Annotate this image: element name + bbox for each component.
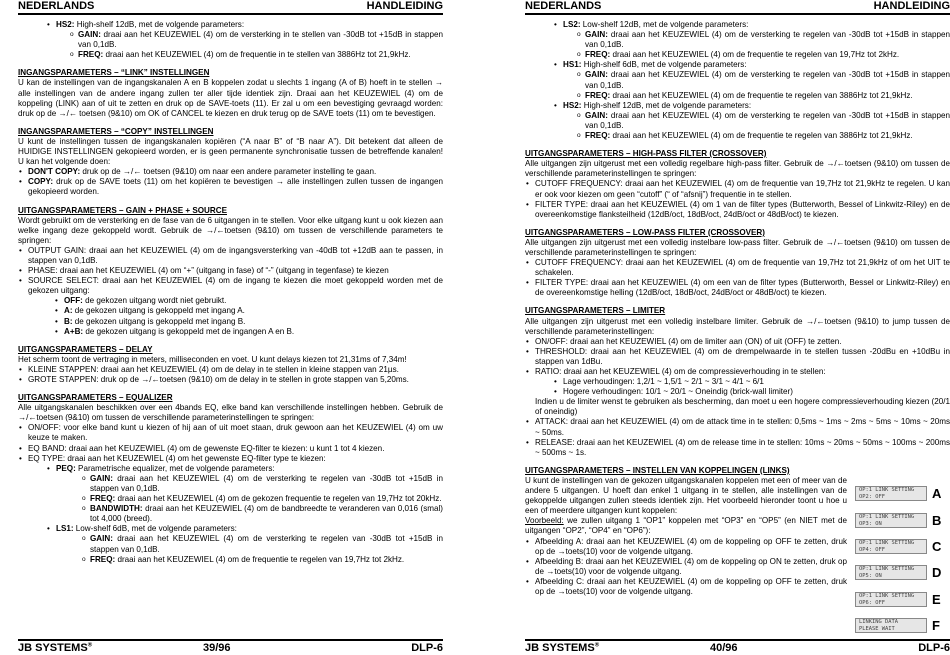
footer-model: DLP-6 bbox=[411, 642, 443, 654]
bullet-onoff: • ON/OFF: voor elke band kunt u kiezen of hij aan of uit moet staan, druk gewoon aan het KEUZEWIEL (4) om uw keuze te maken. bbox=[18, 423, 443, 443]
text-links: U kunt de instellingen van de gekozen uitgangskanalen koppelen met een of meer van de andere 5 uitgangen. U hoeft dan enkel 1 uitgang in te stellen, alle instellingen van de gekoppelde uitgangen zullen steeds identiek zijn. Het voorbeeld hieronder toont u hoe u een of meerdere uitgangen kunt koppelen: bbox=[525, 475, 847, 516]
bullet-phase: • PHASE: draai aan het KEUZEWIEL (4) om “+” (uitgang in fase) of “-” (uitgang in tegenfase) te kiezen bbox=[18, 266, 443, 276]
sub-ls1-gain: o GAIN: draai aan het KEUZEWIEL (4) om de versterking te regelen van -30dB tot +15dB in stappen van 0,1dB. bbox=[82, 534, 443, 554]
bullet-figure-a: • Afbeelding A: draai aan het KEUZEWIEL (4) om de koppeling op OFF te zetten, druk op de →toets(10) voor de volgende uitgang. bbox=[525, 537, 847, 557]
bullet-output-gain: • OUTPUT GAIN: draai aan het KEUZEWIEL (4) om de ingangsversterking van -40dB tot +12dB aan te passen, in stappen van 0,1dB. bbox=[18, 246, 443, 266]
bullet-figure-c: • Afbeelding C: draai aan het KEUZEWIEL (4) om de koppeling op OFF te zetten, druk op de →toets(10) voor de volgende uitgang. bbox=[525, 577, 847, 597]
source-ab: • A+B: de gekozen uitgang is gekoppeld met de ingangen A en B. bbox=[54, 327, 443, 337]
figure-label-a: A bbox=[932, 486, 942, 501]
lcd-display-a: OP:1 LINK SETTING OP2: OFF bbox=[855, 486, 927, 501]
text-delay: Het scherm toont de vertraging in meters, milliseconden en voet. U kunt delays kiezen tot 21,31ms of 7,34m! bbox=[18, 354, 407, 364]
header-title: HANDLEIDING bbox=[366, 0, 443, 12]
sub-peq-bandwidth: o BANDWIDTH: draai aan het KEUZEWIEL (4) om de bandbreedte te veranderen van 0,016 (smal) tot 4,000 (breed). bbox=[82, 504, 443, 524]
figure-label-d: D bbox=[932, 565, 942, 580]
page-body bbox=[18, 20, 443, 565]
bullet-lim-attack: • ATTACK: draai aan het KEUZEWIEL (4) om de attack time in te stellen: 0,5ms ~ 1ms ~ 2ms ~ 5ms ~ 10ms ~ 20ms ~ 50ms. bbox=[525, 417, 950, 437]
bullet-hs1: • HS1: High-shelf 6dB, met de volgende parameters: bbox=[553, 60, 950, 70]
heading-high-pass: UITGANGSPARAMETERS – HIGH-PASS FILTER (CROSSOVER) bbox=[525, 149, 767, 159]
limiter-note: Indien u de limiter wenst te gebruiken als bescherming, dan moet u een hogere compressieverhouding kiezen (20/1 of oneindig) bbox=[535, 397, 950, 417]
bullet-copy: • COPY: druk op de SAVE toets (11) om het kopiëren te bevestigen → alle instellingen zullen tussen de ingangen gekopieerd worden. bbox=[18, 177, 443, 197]
footer-page-number: 40/96 bbox=[710, 642, 738, 654]
bullet-lp-type: • FILTER TYPE: draai aan het KEUZEWIEL (4) om een van de filter types (Butterworth, Bessel or Linkwitz-Riley) en de overeenkomstige helling (12dB/oct, 18dB/oct, 24dB/oct or 48dB/oct) te kiezen. bbox=[525, 278, 950, 298]
bullet-lim-ratio: • RATIO: draai aan het KEUZEWIEL (4) om de compressieverhouding in te stellen: bbox=[525, 367, 950, 377]
ratio-high: • Hogere verhoudingen: 10/1 ~ 20/1 ~ Oneindig (brick-wall limiter) bbox=[553, 387, 950, 397]
sub-hs1-gain: o GAIN: draai aan het KEUZEWIEL (4) om de versterking te regelen van -30dB tot +15dB in stappen van 0,1dB. bbox=[577, 70, 950, 90]
sub-hs2-freq: o FREQ: draai aan het KEUZEWIEL (4) om de frequentie te regelen van 3886Hz tot 21,9kHz. bbox=[577, 131, 950, 141]
heading-gain: UITGANGSPARAMETERS – GAIN + PHASE + SOURCE bbox=[18, 205, 227, 215]
source-a: • A: de gekozen uitgang is gekoppeld met ingang A. bbox=[54, 306, 443, 316]
lcd-display-f: LINKING DATA PLEASE WAIT bbox=[855, 618, 927, 633]
bullet-lim-threshold: • THRESHOLD: draai aan het KEUZEWIEL (4) om de drempelwaarde in te stellen tussen -20dBu en +10dBu in stappen van 1dBu. bbox=[525, 347, 950, 367]
bullet-hp-cutoff: • CUTOFF FREQUENCY: draai aan het KEUZEWIEL (4) om de frequentie van 19,7Hz tot 21,9kHz te regelen. U kan er ook voor kiezen om geen “cutoff” (“ of “afsnij”) frequentie in te stellen. bbox=[525, 179, 950, 199]
figure-label-f: F bbox=[932, 618, 940, 633]
left-page bbox=[18, 0, 443, 654]
bullet-lp-cutoff: • CUTOFF FREQUENCY: draai aan het KEUZEWIEL (4) om de frequentie van 19,7Hz tot 21,9kHz of om het UIT te schakelen. bbox=[525, 258, 950, 278]
bullet-hp-type: • FILTER TYPE: draai aan het KEUZEWIEL (4) om 1 van de filter types (Butterworth, Bessel of Linkwitz-Riley) en de overeenkomstige flanksteilheid (12dB/oct, 18dB/oct, 24dB/oct or 48dB/oct) te kiezen. bbox=[525, 200, 950, 220]
bullet-large-steps: • GROTE STAPPEN: druk op de →/←toetsen (9&10) om de delay in te stellen in grote stappen van 5,20ms. bbox=[18, 375, 443, 385]
bullet-ls2: • LS2: Low-shelf 12dB, met de volgende parameters: bbox=[553, 20, 950, 30]
source-off: • OFF: de gekozen uitgang wordt niet gebruikt. bbox=[54, 296, 443, 306]
footer-brand: JB SYSTEMS® bbox=[525, 642, 600, 654]
lcd-display-d: OP:1 LINK SETTING OP5: ON bbox=[855, 565, 927, 580]
sub-gain: o GAIN: draai aan het KEUZEWIEL (4) om de versterking in te stellen van -30dB tot +15dB in stappen van 0,1dB. bbox=[70, 30, 443, 50]
footer-model: DLP-6 bbox=[918, 642, 950, 654]
bullet-ls1: • LS1: Low-shelf 6dB, met de volgende parameters: bbox=[46, 524, 443, 534]
page-footer bbox=[525, 639, 950, 655]
text-high-pass: Alle uitgangen zijn uitgerust met een volledig regelbare high-pass filter. Gebruik de →/←toetsen (9&10) om tussen de verschillende parameterinstellingen te springen: bbox=[525, 159, 950, 179]
bullet-peq: • PEQ: Parametrische equalizer, met de volgende parameters: bbox=[46, 464, 443, 474]
links-example: Voorbeeld: we zullen uitgang 1 “OP1” koppelen met “OP3” en “OP5” (en NIET met de uitgangen “OP2”, “OP4” en “OP6”): bbox=[525, 516, 848, 536]
page-body bbox=[525, 20, 950, 597]
header-language: NEDERLANDS bbox=[525, 0, 602, 12]
sub-hs2-gain: o GAIN: draai aan het KEUZEWIEL (4) om de versterking te regelen van -30dB tot +15dB in stappen van 0,1dB. bbox=[577, 111, 950, 131]
bullet-eq-type: • EQ TYPE: draai aan het KEUZEWIEL (4) om het gewenste EQ-filter type te kiezen: bbox=[18, 454, 443, 464]
text-limiter: Alle uitgangen zijn uitgerust met een volledig instelbare limiter. Gebruik de →/←toetsen (9&10) to jump tussen de verschillende parameterinstellingen: bbox=[525, 316, 950, 336]
header-language: NEDERLANDS bbox=[18, 0, 95, 12]
heading-links: UITGANGSPARAMETERS – INSTELLEN VAN KOPPELINGEN (LINKS) bbox=[525, 465, 790, 475]
sub-ls2-gain: o GAIN: draai aan het KEUZEWIEL (4) om de versterking te regelen van -30dB tot +15dB in stappen van 0,1dB. bbox=[577, 30, 950, 50]
bullet-small-steps: • KLEINE STAPPEN: draai aan het KEUZEWIEL (4) om de delay in te stellen in kleine stappen van 21µs. bbox=[18, 365, 443, 375]
page-footer bbox=[18, 639, 443, 655]
figure-label-b: B bbox=[932, 513, 942, 528]
lcd-display-e: OP:1 LINK SETTING OP6: OFF bbox=[855, 592, 927, 607]
bullet-dont-copy: • DON'T COPY: druk op de →/← toetsen (9&10) om naar een andere parameter instelling te gaan. bbox=[18, 167, 443, 177]
sub-ls2-freq: o FREQ: draai aan het KEUZEWIEL (4) om de frequentie te regelen van 19,7Hz tot 2kHz. bbox=[577, 50, 950, 60]
text-copy: U kunt de instellingen tussen de ingangskanalen kopiëren (“A naar B” of “B naar A”). Dit betekent dat alleen de HUIDIGE INSTELLINGEN gekopieerd worden, er is geen permanente synchronisatie tussen de betreffende kanalen! U kan het volgende doen: bbox=[18, 136, 443, 167]
page-header bbox=[525, 0, 950, 15]
text-link: U kan de instellingen van de ingangskanalen A en B koppelen zodat u slechts 1 ingang (A of B) hoeft in te stellen → alle instellingen van de andere ingang zullen ter aller tijde identiek zijn. Draai aan het KEUZEWIEL (4) om de koppeling (LINK) aan of uit te zetten en druk op de SAVE-toets (11). Er zal u om een bevestiging gevraagd worden: druk op de →/← toetsen (9&10) om OK of CANCEL te kiezen en druk terug op de SAVE toets (11) om te bevestigen. bbox=[18, 78, 443, 118]
figure-label-c: C bbox=[932, 539, 942, 554]
lcd-display-c: OP:1 LINK SETTING OP4: OFF bbox=[855, 539, 927, 554]
heading-link: INGANGSPARAMETERS – “LINK” INSTELLINGEN bbox=[18, 68, 210, 78]
heading-delay: UITGANGSPARAMETERS – DELAY bbox=[18, 344, 153, 354]
sub-freq: o FREQ: draai aan het KEUZEWIEL (4) om de frequentie in te stellen van 3886Hz tot 21,9kHz. bbox=[70, 50, 443, 60]
figure-label-e: E bbox=[932, 592, 941, 607]
links-section bbox=[525, 466, 847, 597]
text-eq: Alle uitgangskanalen beschikken over een 4bands EQ, elke band kan verschillende instellingen hebben. Gebruik de →/←toetsen (9&10) om tussen de verschillende parameterinstellingen te springen: bbox=[18, 403, 443, 423]
sub-hs1-freq: o FREQ: draai aan het KEUZEWIEL (4) om de frequentie te regelen van 3886Hz tot 21,9kHz. bbox=[577, 91, 950, 101]
bullet-lim-release: • RELEASE: draai aan het KEUZEWIEL (4) om de release time in te stellen: 10ms ~ 20ms ~ 50ms ~ 100ms ~ 200ms ~ 500ms ~ 1s. bbox=[525, 438, 950, 458]
header-title: HANDLEIDING bbox=[873, 0, 950, 12]
sub-peq-gain: o GAIN: draai aan het KEUZEWIEL (4) om de versterking te regelen van -30dB tot +15dB in stappen van 0,1dB. bbox=[82, 474, 443, 494]
bullet-eq-band: • EQ BAND: draai aan het KEUZEWIEL (4) om de gewenste EQ-filter te kiezen: u kunt 1 tot 4 kiezen. bbox=[18, 444, 443, 454]
bullet-lim-onoff: • ON/OFF: draai aan het KEUZEWIEL (4) om de limiter aan (ON) of uit (OFF) te zetten. bbox=[525, 337, 950, 347]
bullet-hs2: • HS2: High-shelf 12dB, met de volgende parameters: bbox=[46, 20, 443, 30]
page-header bbox=[18, 0, 443, 15]
text-gain: Wordt gebruikt om de versterking en de fase van de 6 uitgangen in te stellen. Voor elke uitgang kunt u ook kiezen aan welke ingang deze gekoppeld wordt. Gebruik de →/←toetsen (9&10) om tussen de verschillende parameters te springen: bbox=[18, 215, 443, 245]
heading-eq: UITGANGSPARAMETERS – EQUALIZER bbox=[18, 393, 173, 403]
lcd-display-b: OP:1 LINK SETTING OP3: ON bbox=[855, 513, 927, 528]
bullet-source: • SOURCE SELECT: draai aan het KEUZEWIEL (4) om de ingang te kiezen die moet gekoppeld worden met de gekozen uitgang: bbox=[18, 276, 443, 296]
heading-limiter: UITGANGSPARAMETERS – LIMITER bbox=[525, 306, 666, 316]
right-page bbox=[525, 0, 950, 654]
ratio-low: • Lage verhoudingen: 1,2/1 ~ 1,5/1 ~ 2/1 ~ 3/1 ~ 4/1 ~ 6/1 bbox=[553, 377, 950, 387]
bullet-hs2: • HS2: High-shelf 12dB, met de volgende parameters: bbox=[553, 101, 950, 111]
heading-copy: INGANGSPARAMETERS – “COPY” INSTELLINGEN bbox=[18, 126, 214, 136]
sub-peq-freq: o FREQ: draai aan het KEUZEWIEL (4) om de gekozen frequentie te regelen van 19,7Hz tot 20kHz. bbox=[82, 494, 443, 504]
footer-page-number: 39/96 bbox=[203, 642, 231, 654]
footer-brand: JB SYSTEMS® bbox=[18, 642, 93, 654]
source-b: • B: de gekozen uitgang is gekoppeld met ingang B. bbox=[54, 317, 443, 327]
heading-low-pass: UITGANGSPARAMETERS – LOW-PASS FILTER (CROSSOVER) bbox=[525, 227, 765, 237]
bullet-figure-b: • Afbeelding B: draai aan het KEUZEWIEL (4) om de koppeling op ON te zetten, druk op de →toets(10) voor de volgende uitgang. bbox=[525, 557, 847, 577]
sub-ls1-freq: o FREQ: draai aan het KEUZEWIEL (4) om de frequentie te regelen van 19,7Hz tot 2kHz. bbox=[82, 555, 443, 565]
text-low-pass: Alle uitgangen zijn uitgerust met een volledig instelbare low-pass filter. Gebruik de →/←toetsen (9&10) om tussen de verschillende parameterinstellingen te springen: bbox=[525, 237, 950, 257]
